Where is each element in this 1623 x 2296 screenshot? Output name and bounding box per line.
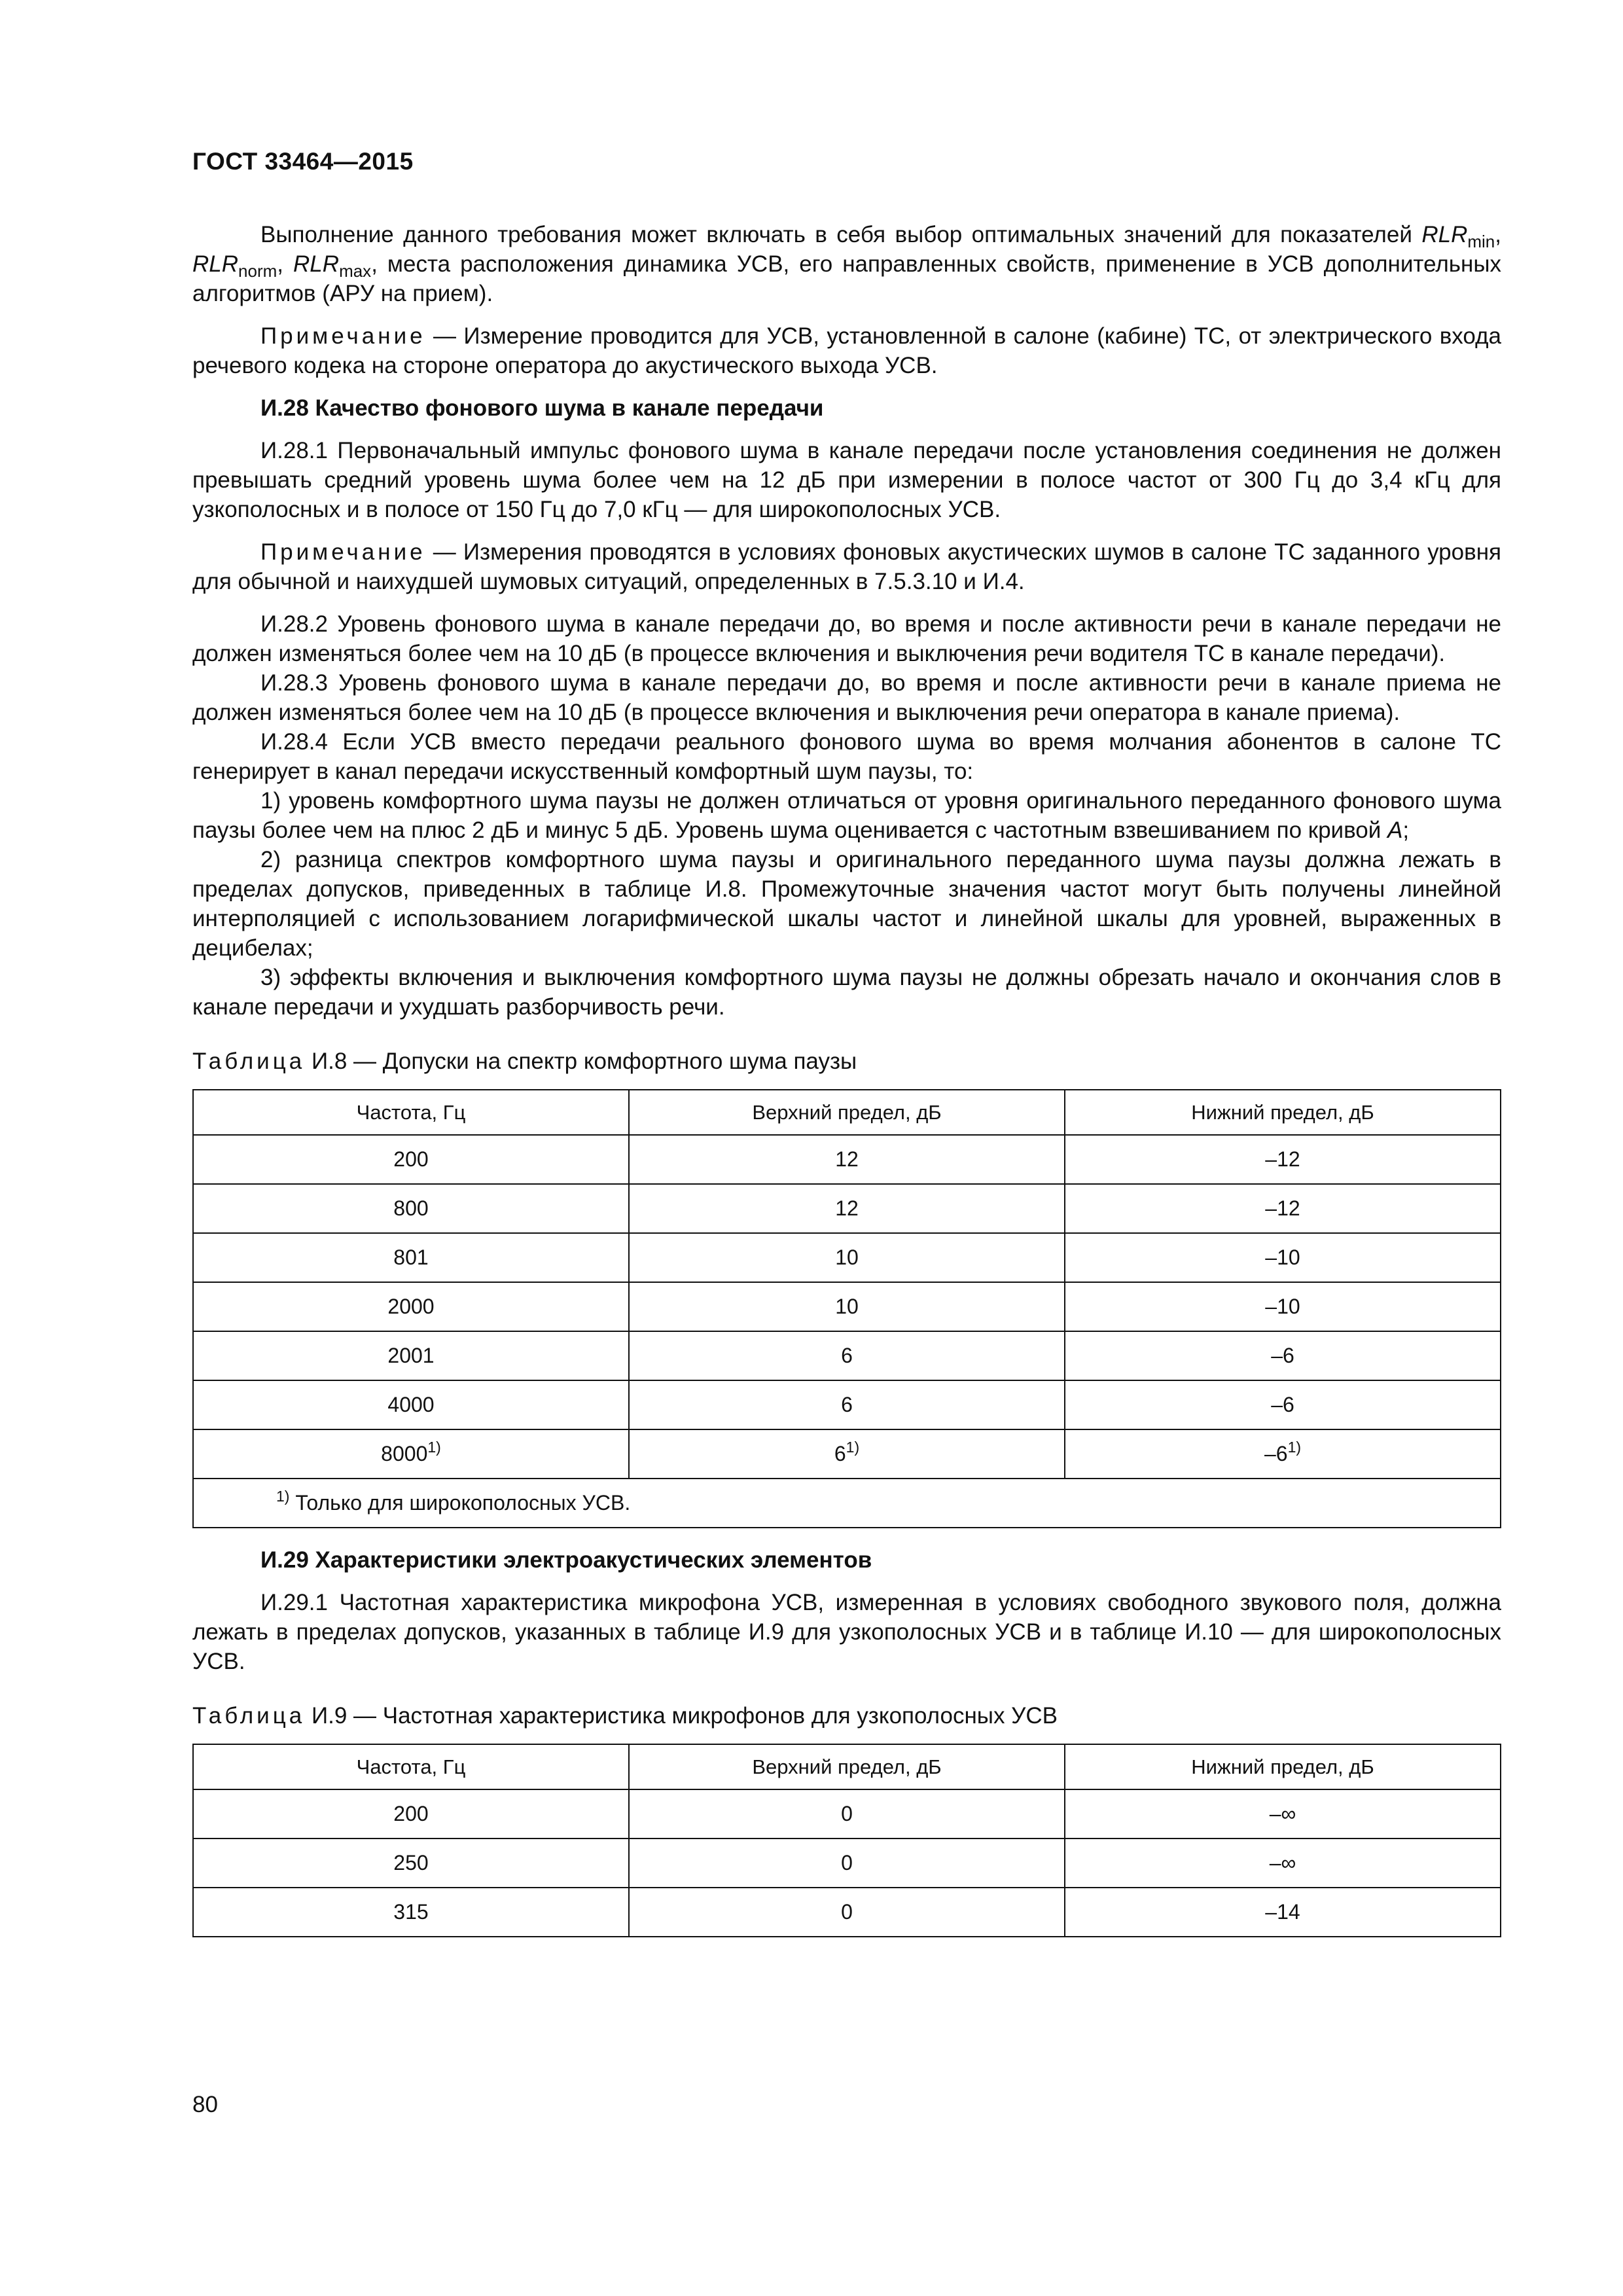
cell-frequency: 200 <box>193 1135 629 1184</box>
cell-upper: 0 <box>629 1888 1065 1937</box>
section-heading-i29: И.29 Характеристики электроакустических элементов <box>260 1547 872 1573</box>
paragraph-i28-2: И.28.2 Уровень фонового шума в канале передачи до, во время и после активности речи в канале передачи не должен изменяться более чем на 10 дБ (в процессе включения и выключения речи водителя ТС в канале передачи). <box>192 611 1501 666</box>
cell-lower: –∞ <box>1065 1839 1501 1888</box>
table-row <box>193 1789 1501 1839</box>
cell-lower: –10 <box>1065 1233 1501 1282</box>
cell-frequency: 801 <box>193 1233 629 1282</box>
rlr-max-subscript: max <box>339 261 372 281</box>
paragraph-i28-1: И.28.1 Первоначальный импульс фонового шума в канале передачи после установления соединения не должен превышать средний уровень шума более чем на 12 дБ при измерении в полосе частот от 300 Гц до 3,4 кГц для узкополосных и в полосе от 150 Гц до 7,0 кГц — для широкополосных УСВ. <box>192 438 1501 522</box>
cell-frequency: 800 <box>193 1184 629 1233</box>
footnote-text: Только для широкополосных УСВ. <box>289 1491 631 1515</box>
note-label: Примечание <box>260 539 426 565</box>
column-header-upper-limit: Верхний предел, дБ <box>629 1090 1065 1135</box>
document-header: ГОСТ 33464—2015 <box>192 148 414 175</box>
table-row <box>193 1331 1501 1380</box>
section-heading-i28: И.28 Качество фонового шума в канале передачи <box>260 395 824 421</box>
cell-frequency: 4000 <box>193 1380 629 1429</box>
paragraph-i28-3: И.28.3 Уровень фонового шума в канале передачи до, во время и после активности речи в канале приема не должен изменяться более чем на 10 дБ (в процессе включения и выключения речи оператора в канале приема). <box>192 670 1501 725</box>
cell-upper: 6$^{1)}$ <box>629 1429 1065 1479</box>
table-header-row <box>193 1744 1501 1789</box>
table-row <box>193 1380 1501 1429</box>
i28-note <box>192 537 1501 596</box>
cell-frequency: 315 <box>193 1888 629 1937</box>
column-header-upper-limit: Верхний предел, дБ <box>629 1744 1065 1789</box>
table-footnote-row <box>193 1479 1501 1528</box>
curve-a-label: А <box>1387 817 1403 843</box>
cell-upper: 12 <box>629 1184 1065 1233</box>
table-header-row <box>193 1090 1501 1135</box>
list-item-2: 2) разница спектров комфортного шума паузы и оригинального переданного шума паузы должна лежать в пределах допусков, приведенных в таблице И.8. Промежуточные значения частот могут быть получены линейной интерполяцией с использованием логарифмической шкалы частот и линейной шкалы для уровней, выраженных в децибелах; <box>192 847 1501 961</box>
cell-frequency: 2001 <box>193 1331 629 1380</box>
list-item-1: 1) уровень комфортного шума паузы не должен отличаться от уровня оригинального переданного фонового шума паузы более чем на плюс 2 дБ и минус 5 дБ. Уровень шума оценивается с частотным взвешиванием по кривой А; <box>192 788 1501 843</box>
table-row <box>193 1888 1501 1937</box>
table-footnote <box>193 1479 1501 1528</box>
document-body <box>192 220 1501 1937</box>
table-row <box>193 1135 1501 1184</box>
cell-lower: –∞ <box>1065 1789 1501 1839</box>
table-i9-caption <box>192 1701 1501 1731</box>
cell-upper: 0 <box>629 1839 1065 1888</box>
cell-lower: –6$^{1)}$ <box>1065 1429 1501 1479</box>
rlr-min-symbol: RLR <box>1421 222 1468 247</box>
footnote-marker: 1) <box>846 1439 860 1456</box>
cell-frequency: 8000$^{1)}$ <box>193 1429 629 1479</box>
cell-lower: –6 <box>1065 1380 1501 1429</box>
list-item-3: 3) эффекты включения и выключения комфортного шума паузы не должны обрезать начало и окончания слов в канале передачи и ухудшать разборчивость речи. <box>192 965 1501 1020</box>
cell-frequency: 250 <box>193 1839 629 1888</box>
cell-frequency: 2000 <box>193 1282 629 1331</box>
table-row <box>193 1233 1501 1282</box>
table-label: Таблица <box>192 1703 306 1729</box>
paragraph-i28-4: И.28.4 Если УСВ вместо передачи реального фонового шума во время молчания абонентов в салоне ТС генерирует в канал передачи искусственный комфортный шум паузы, то: <box>192 729 1501 784</box>
footnote-marker: 1) <box>276 1488 290 1505</box>
column-header-lower-limit: Нижний предел, дБ <box>1065 1090 1501 1135</box>
rlr-norm-subscript: norm <box>238 261 277 281</box>
cell-upper: 6 <box>629 1331 1065 1380</box>
cell-upper: 12 <box>629 1135 1065 1184</box>
cell-lower: –6 <box>1065 1331 1501 1380</box>
table-caption-text: И.8 — Допуски на спектр комфортного шума паузы <box>305 1049 857 1074</box>
table-row <box>193 1282 1501 1331</box>
table-i8-caption <box>192 1047 1501 1076</box>
cell-lower: –14 <box>1065 1888 1501 1937</box>
page-number: 80 <box>192 2092 218 2117</box>
cell-upper: 6 <box>629 1380 1065 1429</box>
rlr-max-symbol: RLR <box>293 251 340 277</box>
table-label: Таблица <box>192 1049 306 1074</box>
cell-lower: –10 <box>1065 1282 1501 1331</box>
intro-lead-text: Выполнение данного требования может включать в себя выбор оптимальных значений для показателей <box>260 222 1412 247</box>
rlr-norm-symbol: RLR <box>192 251 239 277</box>
intro-note <box>192 321 1501 380</box>
cell-lower: –12 <box>1065 1184 1501 1233</box>
note-text: — Измерения проводятся в условиях фоновых акустических шумов в салоне ТС заданного уровня для обычной и наихудшей шумовых ситуаций, определенных в 7.5.3.10 и И.4. <box>192 539 1501 594</box>
column-header-lower-limit: Нижний предел, дБ <box>1065 1744 1501 1789</box>
rlr-min-subscript: min <box>1467 232 1495 251</box>
column-header-frequency: Частота, Гц <box>193 1090 629 1135</box>
intro-paragraph: Выполнение данного требования может включать в себя выбор оптимальных значений для показателей $RLR_{min}$, $RLR_{norm}$, $RLR_{max}$, места расположения динамика УСВ, его направленных свойств, применение в УСВ дополнительных алгоритмов (АРУ на прием). <box>192 222 1502 306</box>
cell-lower: –12 <box>1065 1135 1501 1184</box>
intro-tail-text: , места расположения динамика УСВ, его направленных свойств, применение в УСВ дополнительных алгоритмов (АРУ на прием). <box>192 251 1502 306</box>
note-text: — Измерение проводится для УСВ, установленной в салоне (кабине) ТС, от электрического входа речевого кодека на стороне оператора до акустического выхода УСВ. <box>192 323 1501 378</box>
cell-upper: 10 <box>629 1282 1065 1331</box>
paragraph-i29-1: И.29.1 Частотная характеристика микрофона УСВ, измеренная в условиях свободного звукового поля, должна лежать в пределах допусков, указанных в таблице И.9 для узкополосных УСВ и в таблице И.10 — для широкополосных УСВ. <box>192 1590 1501 1674</box>
cell-upper: 0 <box>629 1789 1065 1839</box>
table-row <box>193 1429 1501 1479</box>
table-row <box>193 1839 1501 1888</box>
cell-upper: 10 <box>629 1233 1065 1282</box>
cell-frequency: 200 <box>193 1789 629 1839</box>
table-i9 <box>192 1744 1501 1937</box>
footnote-marker: 1) <box>1287 1439 1302 1456</box>
table-caption-text: И.9 — Частотная характеристика микрофонов для узкополосных УСВ <box>305 1703 1058 1729</box>
table-row <box>193 1184 1501 1233</box>
table-i8 <box>192 1089 1501 1528</box>
column-header-frequency: Частота, Гц <box>193 1744 629 1789</box>
footnote-marker: 1) <box>427 1439 441 1456</box>
note-label: Примечание <box>260 323 426 349</box>
